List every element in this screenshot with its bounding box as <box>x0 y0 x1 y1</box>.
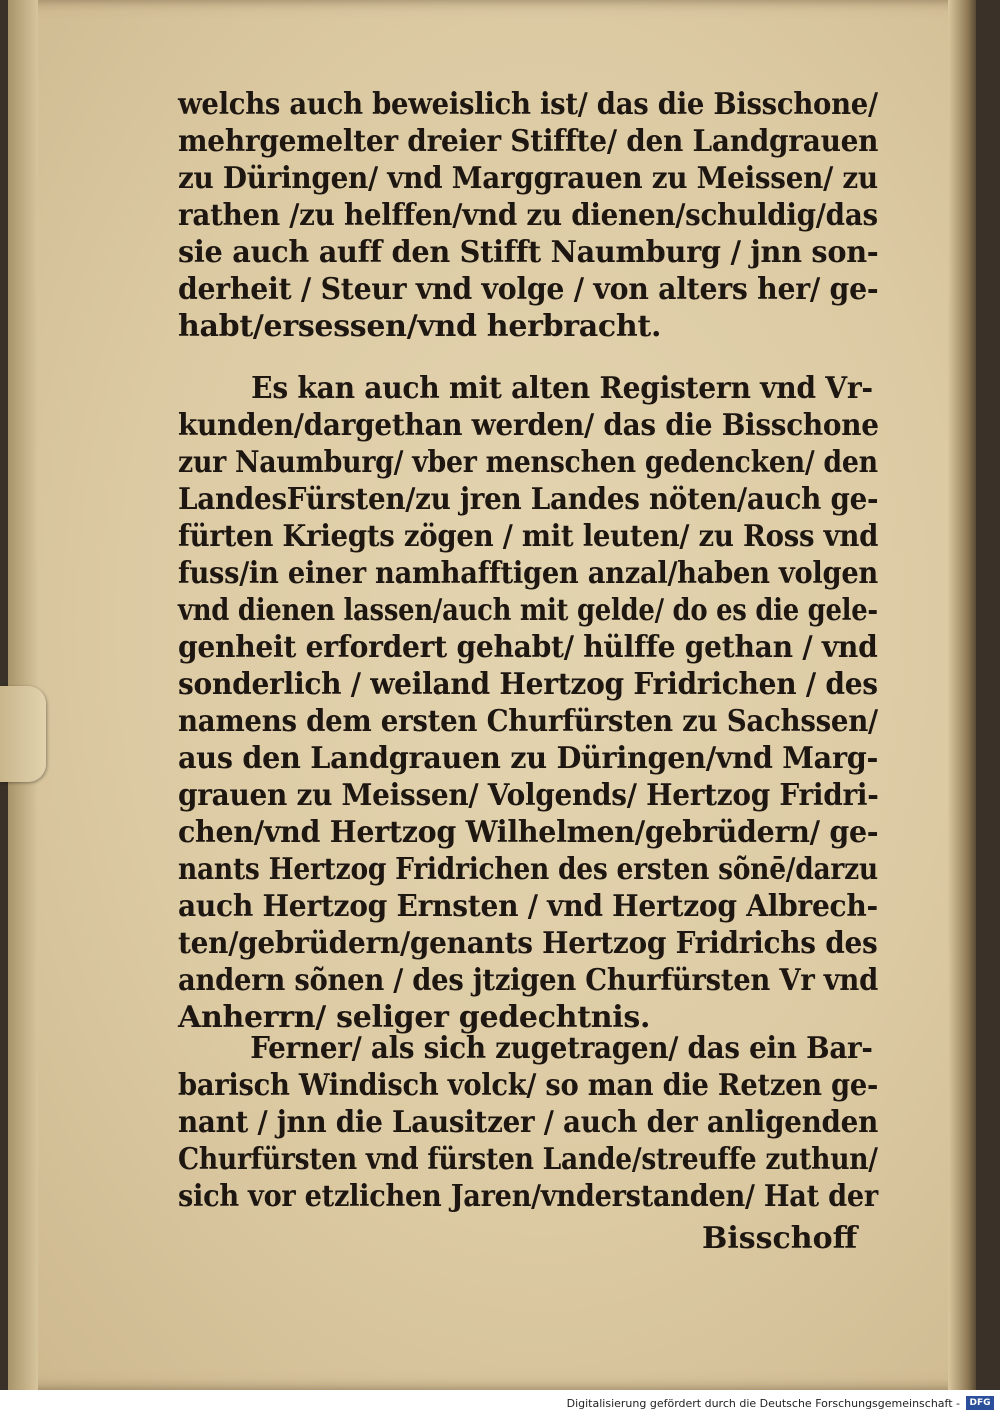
text-line: aus den Landgrauen zu Düringen/vnd Marg- <box>178 741 879 776</box>
paragraph-2 <box>178 370 878 1036</box>
text-line: Churfürsten vnd fürsten Lande/streuffe zuthun/ <box>178 1142 878 1177</box>
text-line: auch Hertzog Ernsten / vnd Hertzog Albrech- <box>178 889 878 924</box>
text-line: mehrgemelter dreier Stiffte/ den Landgrauen <box>178 124 879 159</box>
text-line: nant / jnn die Lausitzer / auch der anligenden <box>178 1105 878 1140</box>
catchword: Bisschoff <box>702 1221 858 1256</box>
text-line: sie auch auff den Stifft Naumburg / jnn son- <box>178 235 879 270</box>
text-line: sonderlich / weiland Hertzog Fridrichen / des <box>178 667 878 702</box>
text-line: zur Naumburg/ vber menschen gedencken/ den <box>178 445 878 480</box>
text-line: Anherrn/ seliger gedechtnis. <box>178 1000 651 1035</box>
text-line: fuss/in einer namhafftigen anzal/haben volgen <box>178 556 879 591</box>
paragraph-1 <box>178 86 878 345</box>
text-line: kunden/dargethan werden/ das die Bisschone <box>178 408 879 443</box>
page-right-edge <box>948 0 976 1390</box>
text-line: zu Düringen/ vnd Marggrauen zu Meissen/ zu <box>178 161 878 196</box>
text-line: chen/vnd Hertzog Wilhelmen/gebrüdern/ ge- <box>178 815 879 850</box>
text-line: fürten Kriegts zögen / mit leuten/ zu Ross vnd <box>178 519 879 554</box>
text-line: namens dem ersten Churfürsten zu Sachssen/ <box>178 704 878 739</box>
text-line: vnd dienen lassen/auch mit gelde/ do es die gele- <box>178 593 878 628</box>
text-line: grauen zu Meissen/ Volgends/ Hertzog Fridri- <box>178 778 879 813</box>
text-line: sich vor etzlichen Jaren/vnderstanden/ Hat der <box>178 1179 878 1214</box>
text-line: Es kan auch mit alten Registern vnd Vr- <box>251 371 873 406</box>
text-line: welchs auch beweislich ist/ das die Bisschone/ <box>178 87 878 122</box>
text-line: genheit erfordert gehabt/ hülffe gethan / vnd <box>178 630 878 665</box>
text-line: Ferner/ als sich zugetragen/ das ein Bar- <box>250 1031 873 1066</box>
text-line: habt/ersessen/vnd herbracht. <box>178 309 662 344</box>
dfg-logo-icon: DFG <box>966 1396 994 1410</box>
text-line: derheit / Steur vnd volge / von alters her/ ge- <box>178 272 879 307</box>
text-line: rathen /zu helffen/vnd zu dienen/schuldig/das <box>178 198 878 233</box>
text-line: ten/gebrüdern/genants Hertzog Fridrichs des <box>178 926 878 961</box>
text-line: nants Hertzog Fridrichen des ersten sõnē/darzu <box>178 852 878 887</box>
paragraph-3 <box>178 1030 878 1215</box>
bookmark-tab <box>0 686 46 782</box>
text-line: andern sõnen / des jtzigen Churfürsten Vr vnd <box>178 963 878 998</box>
text-line: LandesFürsten/zu jren Landes nöten/auch ge- <box>178 482 879 517</box>
funding-credit: Digitalisierung gefördert durch die Deutsche Forschungsgemeinschaft - <box>566 1397 960 1410</box>
text-line: barisch Windisch volck/ so man die Retzen ge- <box>178 1068 879 1103</box>
